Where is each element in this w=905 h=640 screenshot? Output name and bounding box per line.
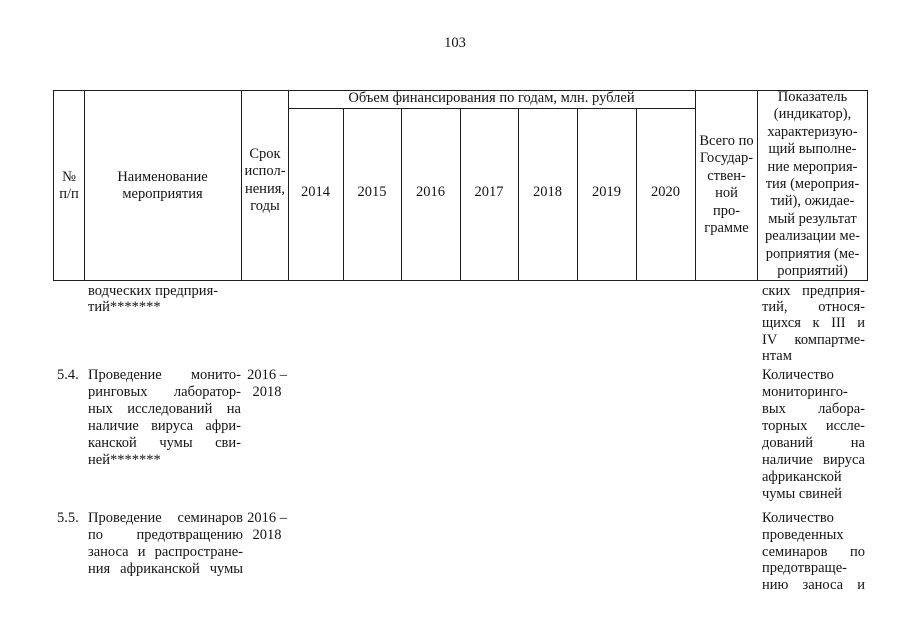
row-term-line: 2018 xyxy=(252,527,282,543)
header-year: 2018 xyxy=(533,184,562,200)
header-indicator-line: Показатель xyxy=(777,89,848,105)
header-indicator xyxy=(757,89,868,280)
header-indicator-line: роприятия (ме- xyxy=(765,245,860,262)
row-indicator-line: семинаров по xyxy=(762,543,865,560)
row-indicator-line: наличие вируса xyxy=(762,452,865,468)
header-total-line: Всего по xyxy=(699,133,754,149)
row-name-line: заноса и распростране- xyxy=(88,544,243,560)
row-term-line: 2016 – xyxy=(247,510,287,526)
header-num-line: № xyxy=(62,169,76,185)
header-term xyxy=(241,146,289,216)
header-year: 2016 xyxy=(416,184,445,200)
row-indicator-line: предотвраще- xyxy=(762,560,847,577)
row-indicator-line: африканской xyxy=(762,469,842,485)
row-name-line: канской чумы сви- xyxy=(88,435,241,451)
header-total xyxy=(695,133,758,237)
row-indicator-line: Количество xyxy=(762,510,834,526)
row-term-line: 2016 – xyxy=(247,367,287,383)
row-name xyxy=(88,367,241,469)
row-indicator-line: тий, относя- xyxy=(762,299,865,316)
row-indicator-line: вых лабора- xyxy=(762,401,865,417)
row-indicator-line: нию заноса и xyxy=(762,577,865,594)
header-term-line: испол- xyxy=(244,163,286,180)
row-name-line: водческих предприя- xyxy=(88,283,219,299)
row-indicator-line: нтам xyxy=(762,347,792,364)
row-indicator-line: торных иссле- xyxy=(762,418,865,434)
row-indicator-line: Количество xyxy=(762,367,834,383)
header-indicator-line: мый результат xyxy=(768,210,857,227)
row-term xyxy=(245,367,289,401)
row-term xyxy=(245,510,289,544)
row-indicator xyxy=(762,367,865,503)
row-indicator xyxy=(762,283,865,364)
row-term-line: 2018 xyxy=(252,384,282,400)
row-indicator-line: ских предприя- xyxy=(762,283,865,299)
header-name xyxy=(84,169,241,203)
header-total-line: ствен- xyxy=(707,167,746,184)
funding-subheader-border xyxy=(288,108,695,109)
row-name-line: ней******* xyxy=(88,452,161,468)
header-indicator-line: тия (мероприя- xyxy=(765,175,860,192)
header-year: 2020 xyxy=(651,184,680,200)
header-year: 2019 xyxy=(592,184,621,200)
header-term-line: Срок xyxy=(249,146,281,162)
header-term-line: нения, xyxy=(244,180,285,197)
row-name xyxy=(88,283,241,315)
row-name-line: Проведение монито- xyxy=(88,367,241,383)
row-indicator-line: чумы свиней xyxy=(762,486,842,502)
header-year: 2014 xyxy=(301,184,330,200)
row-name-line: Проведение семинаров xyxy=(88,510,243,526)
header-term-line: годы xyxy=(250,198,280,215)
row-number: 5.4. xyxy=(57,367,79,383)
row-indicator-line: щихся к III и xyxy=(762,315,865,332)
header-name-line: мероприятия xyxy=(122,186,203,202)
header-indicator-line: роприятий) xyxy=(777,262,848,279)
header-total-line: грамме xyxy=(704,219,749,236)
header-indicator-line: характеризую- xyxy=(767,123,858,140)
header-funding-title: Объем финансирования по годам, млн. рублей xyxy=(348,90,635,106)
header-num xyxy=(53,169,85,203)
row-indicator xyxy=(762,510,865,594)
row-indicator-line: проведенных xyxy=(762,526,844,543)
row-name-line: тий******* xyxy=(88,299,161,316)
row-name-line: наличие вируса афри- xyxy=(88,418,241,434)
row-name-line: ных исследований на xyxy=(88,401,241,417)
header-total-line: про- xyxy=(712,202,741,219)
row-name-line: ринговых лаборатор- xyxy=(88,384,241,400)
header-indicator-line: ние мероприя- xyxy=(767,158,858,175)
row-name-line: по предотвращению xyxy=(88,527,243,543)
row-indicator-line: дований на xyxy=(762,435,865,451)
row-indicator-line: IV компартме- xyxy=(762,331,865,348)
header-year: 2015 xyxy=(357,184,387,200)
header-year: 2017 xyxy=(474,184,504,200)
header-indicator-line: щий выполне- xyxy=(768,141,857,158)
header-name-line: Наименование xyxy=(117,169,208,185)
row-name xyxy=(88,510,243,578)
page-number: 103 xyxy=(444,35,466,51)
header-indicator-line: тий), ожидае- xyxy=(770,193,855,210)
header-total-line: ной xyxy=(715,185,738,202)
row-indicator-line: мониторинго- xyxy=(762,384,848,400)
header-indicator-line: (индикатор), xyxy=(773,106,852,123)
header-total-line: Государ- xyxy=(699,150,754,167)
header-num-line: п/п xyxy=(59,186,79,202)
header-indicator-line: реализации ме- xyxy=(765,228,860,245)
row-name-line: ния африканской чумы xyxy=(88,561,243,577)
row-number: 5.5. xyxy=(57,510,79,526)
